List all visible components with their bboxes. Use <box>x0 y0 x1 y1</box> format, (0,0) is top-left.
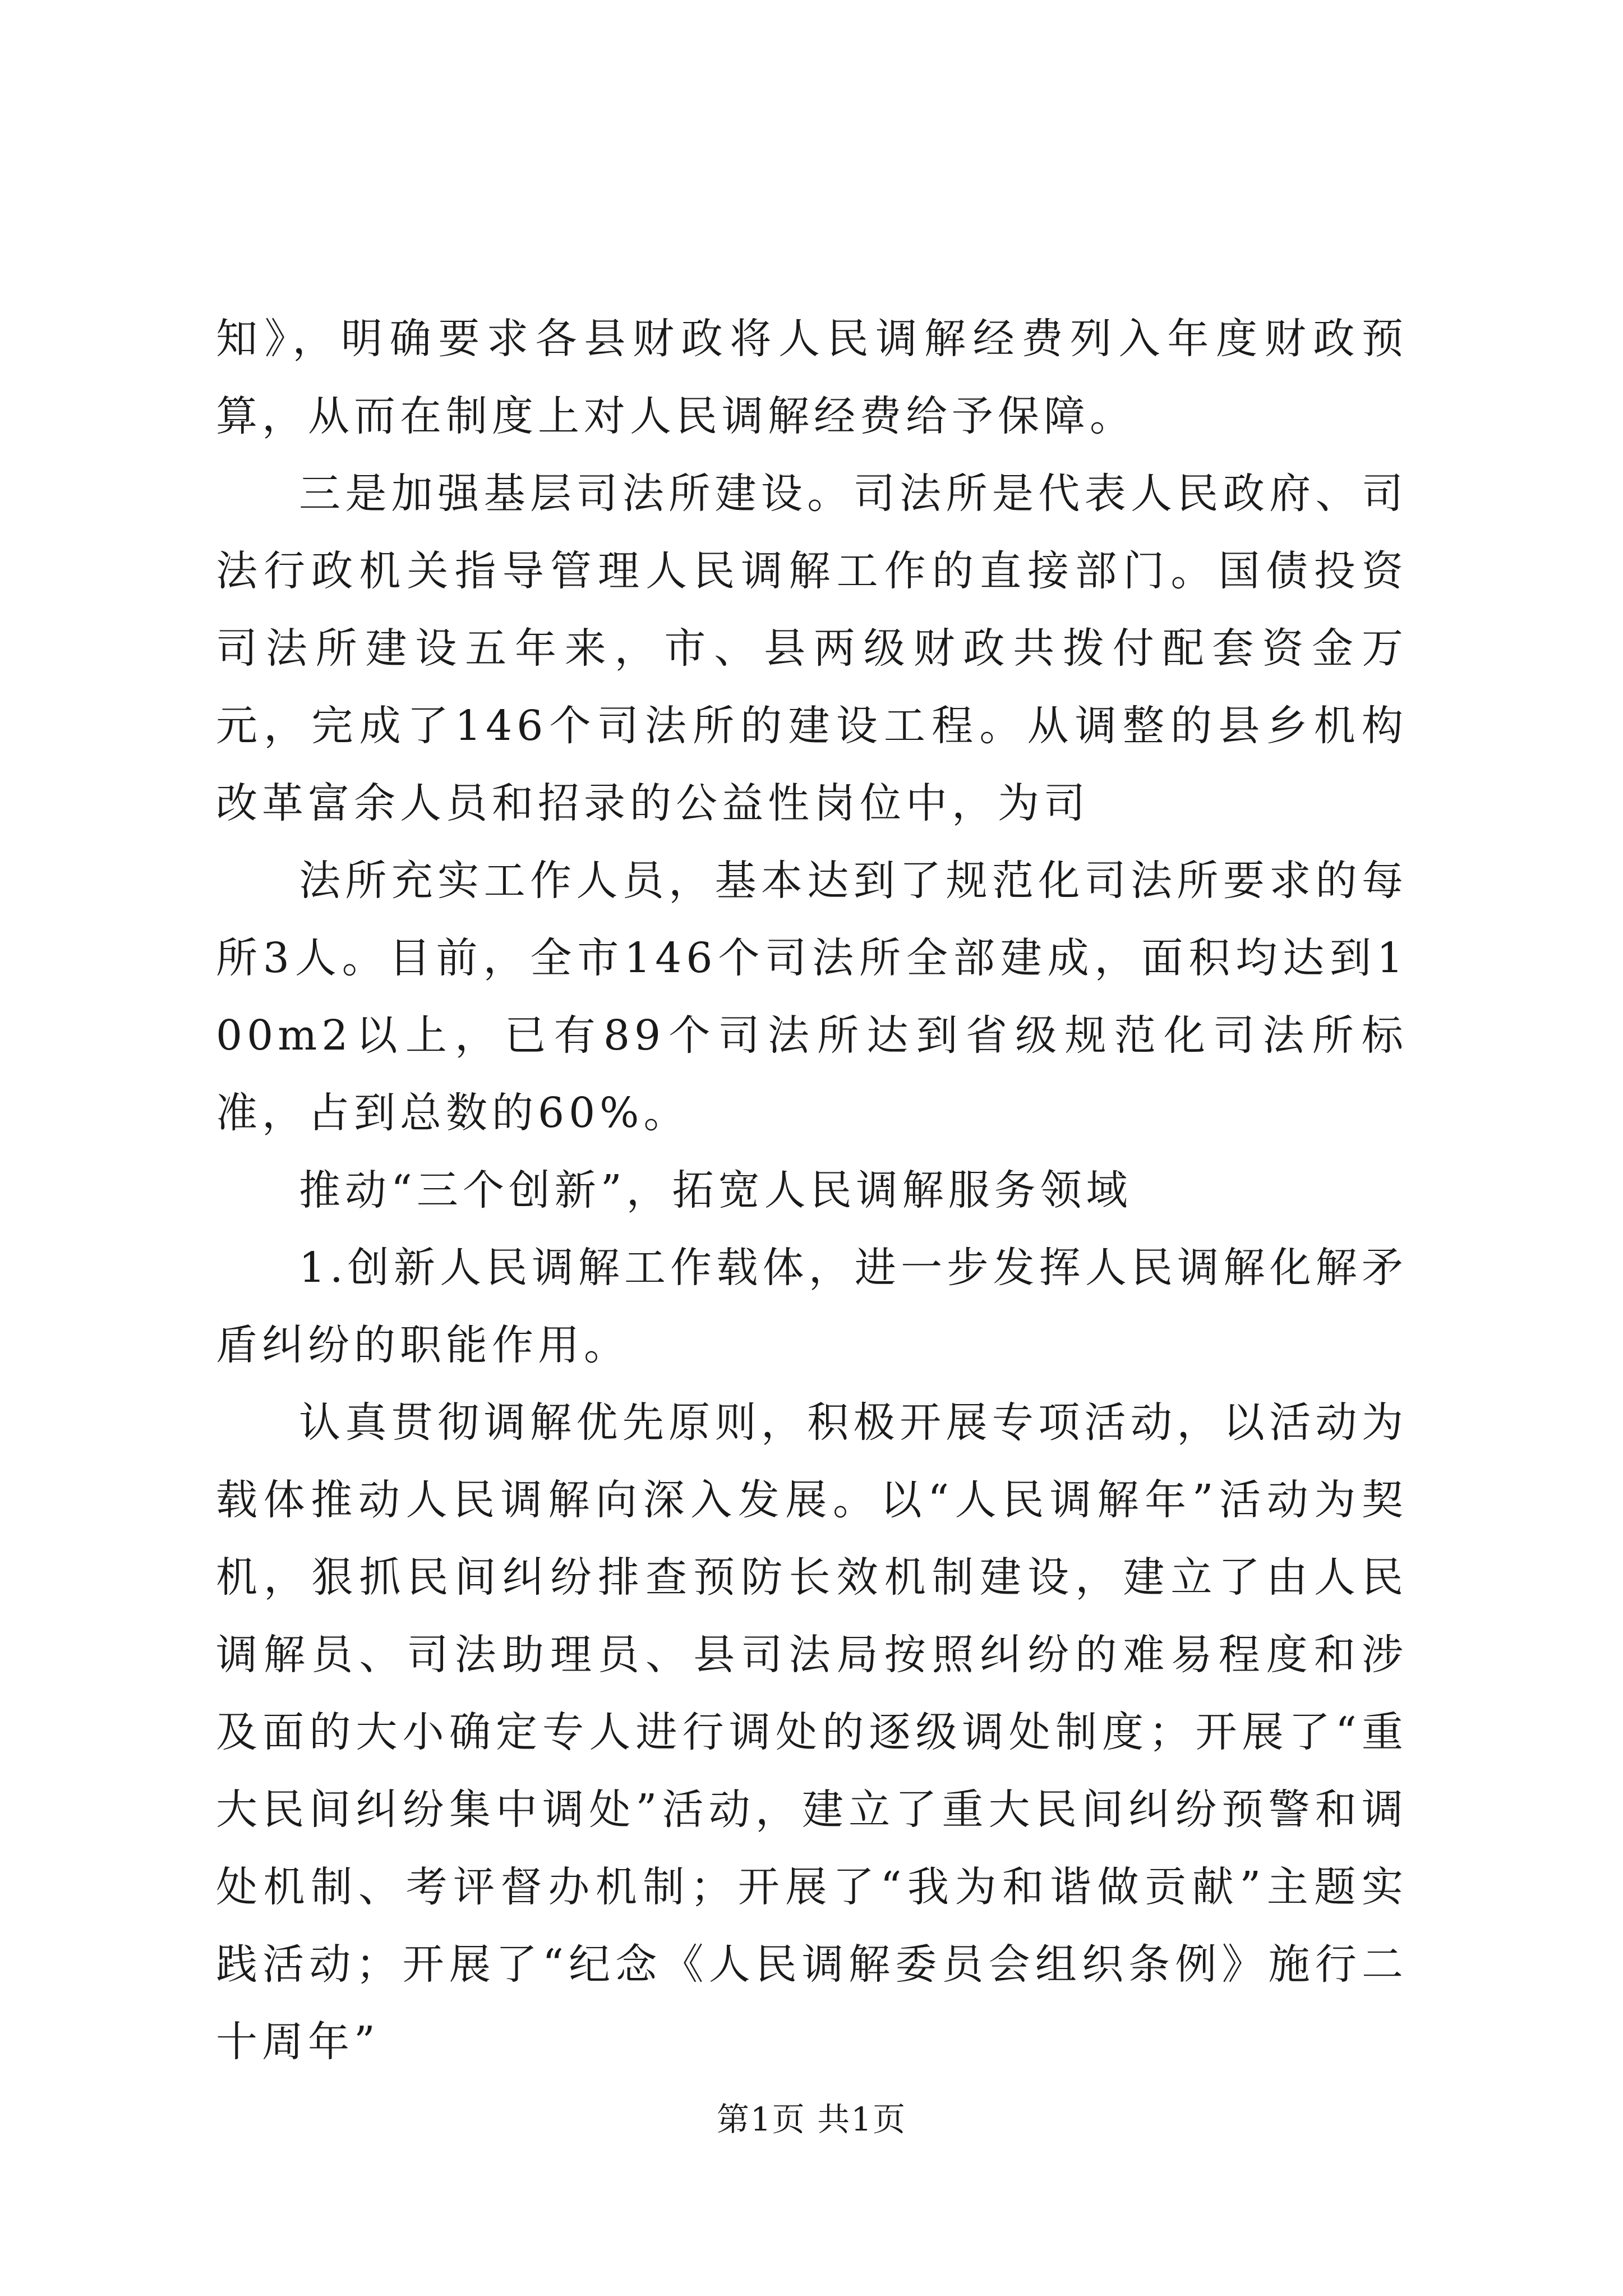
page-number-footer: 第1页 共1页 <box>716 2100 907 2138</box>
section-heading: 推动“三个创新”，拓宽人民调解服务领域 <box>299 1166 1132 1214</box>
paragraph-4: 认真贯彻调解优先原则，积极开展专项活动，以活动为载体推动人民调解向深入发展。以“人民调解年”活动为契机，狠抓民间纠纷排查预防长效机制建设，建立了由人民调解员、司法助理员、县司法局按照纠纷的难易程度和涉及面的大小确定专人进行调处的逐级调处制度；开展了“重大民间纠纷集中调处”活动，建立了重大民间纠纷预警和调处机制、考评督办机制；开展了“我为和谐做贡献”主题实践活动；开展了“纪念《人民调解委员会组织条例》施行二十周年” <box>216 1398 1408 2066</box>
numbered-item-1: 1.创新人民调解工作载体，进一步发挥人民调解化解矛盾纠纷的职能作用。 <box>216 1244 1408 1369</box>
document-body <box>216 300 1408 2081</box>
paragraph-3: 法所充实工作人员，基本达到了规范化司法所要求的每所3人。目前，全市146个司法所全部建成，面积均达到100m2以上，已有89个司法所达到省级规范化司法所标准，占到总数的60%。 <box>216 857 1408 1137</box>
paragraph-1: 知》，明确要求各县财政将人民调解经费列入年度财政预算，从而在制度上对人民调解经费给予保障。 <box>216 315 1408 440</box>
paragraph-2: 三是加强基层司法所建设。司法所是代表人民政府、司法行政机关指导管理人民调解工作的直接部门。国债投资司法所建设五年来，市、县两级财政共拨付配套资金万元，完成了146个司法所的建设工程。从调整的县乡机构改革富余人员和招录的公益性岗位中，为司 <box>216 470 1408 827</box>
